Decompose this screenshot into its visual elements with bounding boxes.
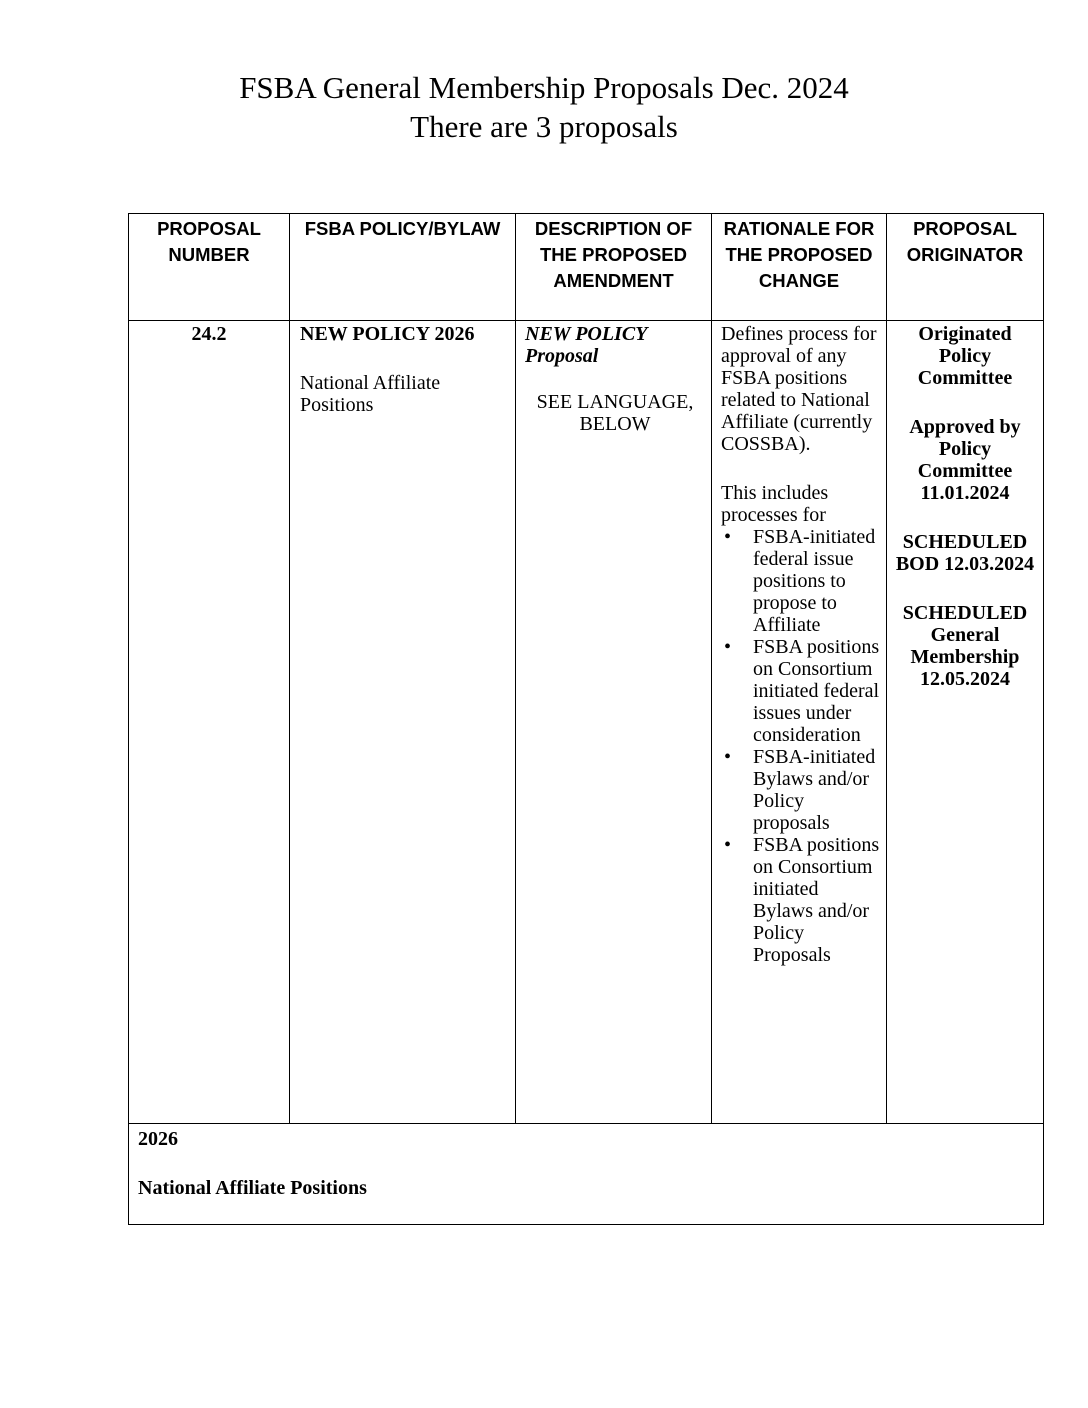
header-description: DESCRIPTION OF THE PROPOSED AMENDMENT [516, 214, 712, 321]
footer-heading: National Affiliate Positions [138, 1177, 367, 1199]
page-title: FSBA General Membership Proposals Dec. 2024 [239, 70, 849, 105]
originator-entry: SCHEDULED General Membership 12.05.2024 [902, 602, 1028, 690]
header-rationale: RATIONALE FOR THE PROPOSED CHANGE [712, 214, 887, 321]
header-policy-bylaw: FSBA POLICY/BYLAW [290, 214, 516, 321]
originator-cell [887, 321, 1044, 1124]
page-subtitle: There are 3 proposals [410, 109, 678, 144]
proposals-table [128, 213, 1044, 1225]
description-note: SEE LANGUAGE, BELOW [536, 391, 694, 435]
list-item: • FSBA-initiated federal issue positions to propose to Affiliate [724, 526, 876, 636]
table-row [129, 321, 1044, 1124]
rationale-cell [712, 321, 887, 1124]
list-item: • FSBA-initiated Bylaws and/or Policy proposals [724, 746, 876, 834]
policy-title: NEW POLICY 2026 [300, 323, 475, 345]
header-proposal-number: PROPOSAL NUMBER [129, 214, 290, 321]
rationale-lead: This includes processes for [721, 482, 829, 526]
rationale-list [721, 526, 882, 966]
header-originator: PROPOSAL ORIGINATOR [887, 214, 1044, 321]
originator-entry: Approved by Policy Committee 11.01.2024 [909, 416, 1021, 504]
rationale-intro: Defines process for approval of any FSBA positions related to National Affiliate (currently COSSBA). [721, 323, 877, 455]
list-item: • FSBA positions on Consortium initiated federal issues under consideration [724, 636, 880, 746]
footer-number: 2026 [138, 1128, 178, 1150]
description-cell [516, 321, 712, 1124]
description-heading: NEW POLICY Proposal [525, 323, 647, 367]
footer-row [129, 1124, 1044, 1225]
originator-entry: Originated Policy Committee [917, 323, 1013, 389]
header-row [129, 214, 1044, 321]
policy-subtitle: National Affiliate Positions [300, 372, 441, 416]
originator-entry: SCHEDULED BOD 12.03.2024 [895, 531, 1035, 575]
proposal-number: 24.2 [129, 321, 290, 1124]
policy-cell [290, 321, 516, 1124]
footer-cell [129, 1124, 1044, 1225]
list-item: • FSBA positions on Consortium initiated Bylaws and/or Policy Proposals [724, 834, 880, 966]
